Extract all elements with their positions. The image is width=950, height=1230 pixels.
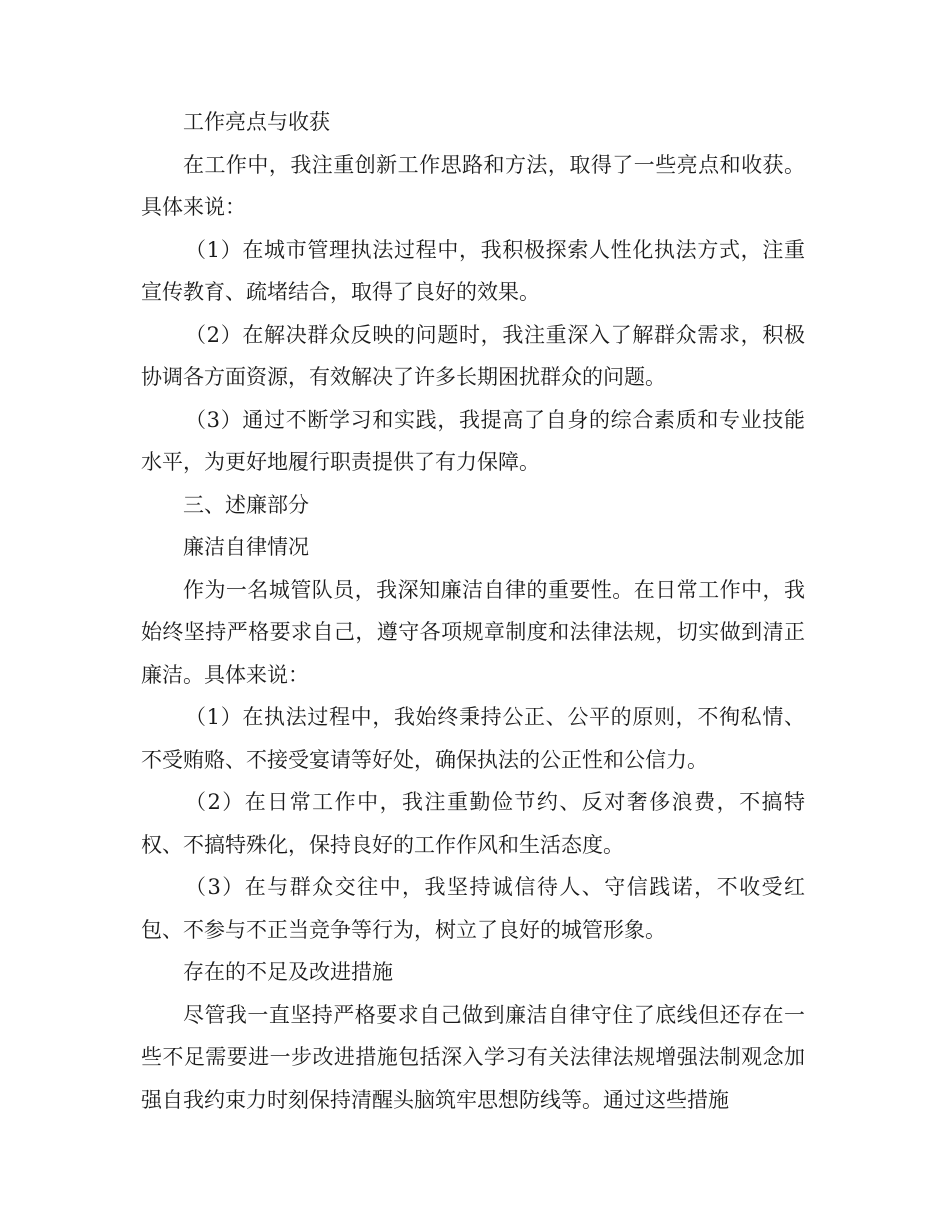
subheading-self-discipline: 廉洁自律情况 bbox=[183, 535, 309, 559]
section-heading-integrity: 三、述廉部分 bbox=[183, 492, 309, 517]
subheading-shortcomings: 存在的不足及改进措施 bbox=[183, 960, 393, 984]
paragraph-shortcomings: 尽管我一直坚持严格要求自己做到廉洁自律守住了底线但还存在一些不足需要进一步改进措施包括深入学习有关法律法规增强法制观念加强自我约束力时刻保持清醒头脑筑牢思想防线等。通过这些措施 bbox=[141, 1002, 805, 1112]
list-item-discipline-3: （3）在与群众交往中，我坚持诚信待人、守信践诺，不收受红包、不参与不正当竞争等行为，树立了良好的城管形象。 bbox=[141, 875, 805, 942]
section-heading-highlights: 工作亮点与收获 bbox=[183, 110, 330, 134]
list-item-highlights-2: （2）在解决群众反映的问题时，我注重深入了解群众需求，积极协调各方面资源，有效解决了许多长期困扰群众的问题。 bbox=[141, 322, 805, 389]
list-item-discipline-2: （2）在日常工作中，我注重勤俭节约、反对奢侈浪费，不搞特权、不搞特殊化，保持良好的工作作风和生活态度。 bbox=[141, 790, 805, 857]
paragraph-highlights-intro: 在工作中，我注重创新工作思路和方法，取得了一些亮点和收获。具体来说： bbox=[141, 152, 805, 219]
list-item-highlights-1: （1）在城市管理执法过程中，我积极探索人性化执法方式，注重宣传教育、疏堵结合，取得了良好的效果。 bbox=[141, 237, 805, 304]
list-item-discipline-1: （1）在执法过程中，我始终秉持公正、公平的原则，不徇私情、不受贿赂、不接受宴请等好处，确保执法的公正性和公信力。 bbox=[141, 705, 805, 772]
list-item-highlights-3: （3）通过不断学习和实践，我提高了自身的综合素质和专业技能水平，为更好地履行职责提供了有力保障。 bbox=[141, 407, 805, 474]
paragraph-self-discipline-intro: 作为一名城管队员，我深知廉洁自律的重要性。在日常工作中，我始终坚持严格要求自己，遵守各项规章制度和法律法规，切实做到清正廉洁。具体来说： bbox=[141, 577, 805, 687]
document-body bbox=[141, 101, 805, 1121]
